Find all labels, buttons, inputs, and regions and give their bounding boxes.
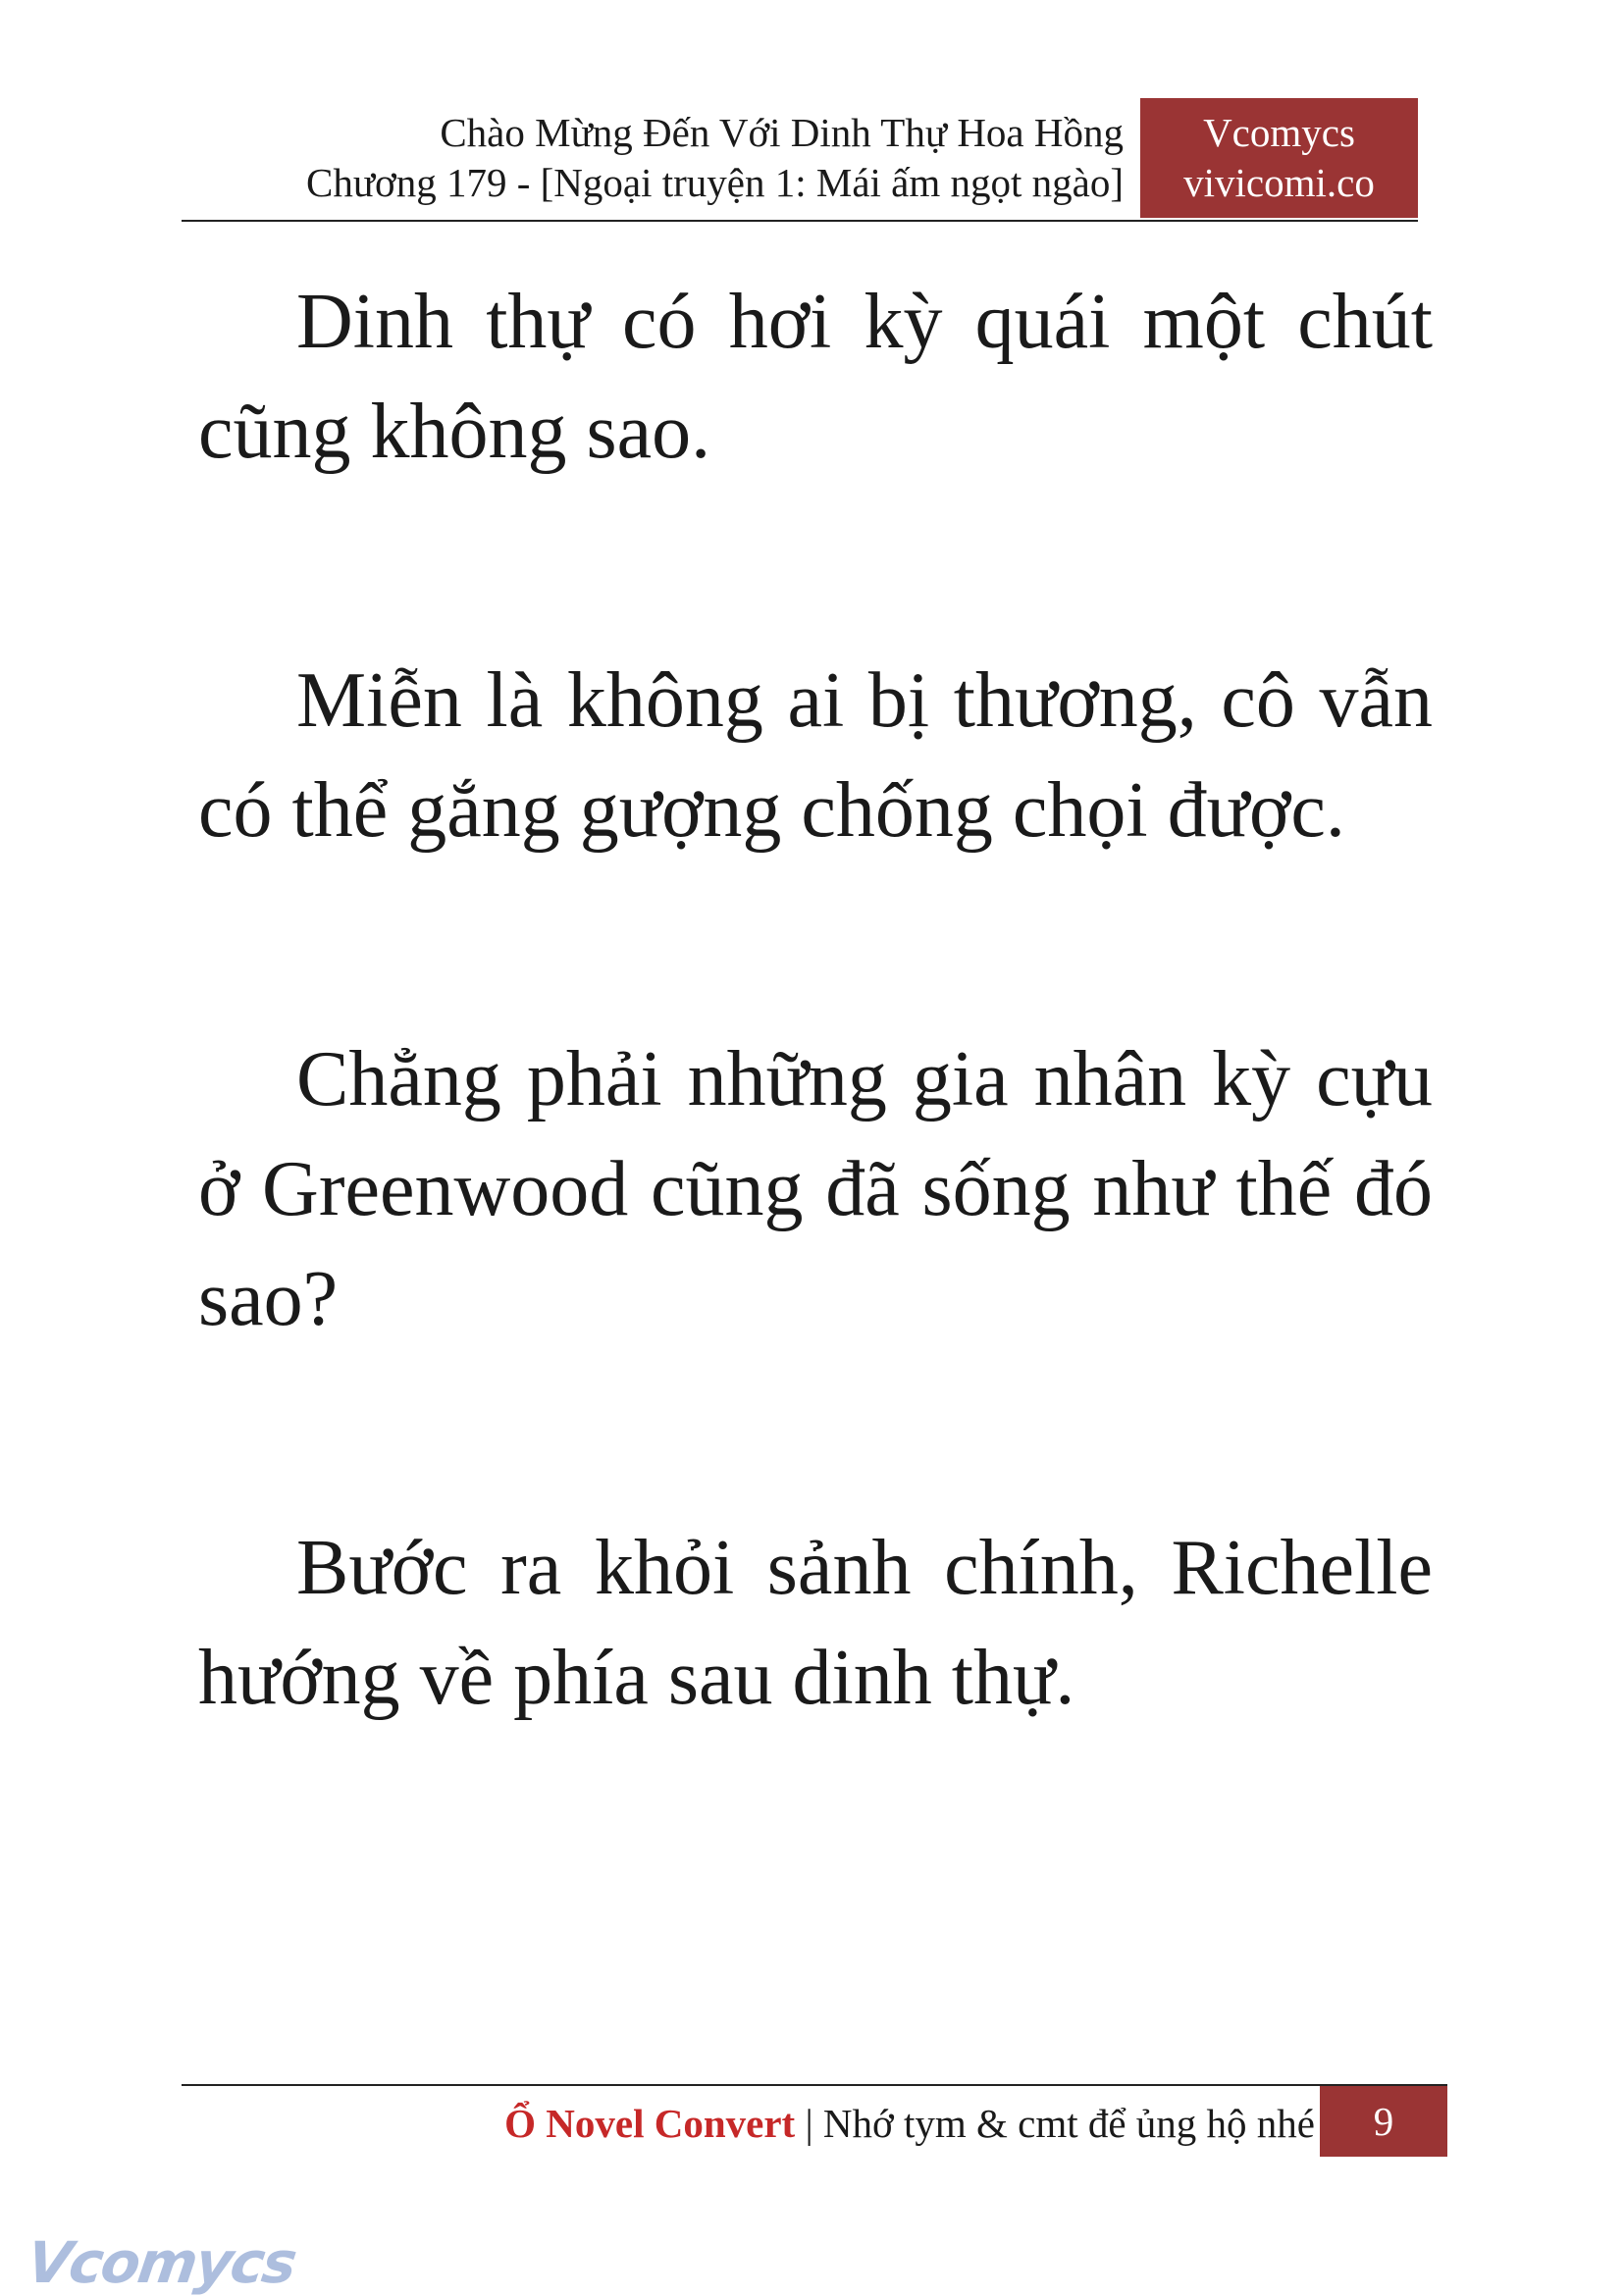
- footer-text: [504, 2098, 1315, 2149]
- page-header: [182, 98, 1418, 222]
- paragraph: Dinh thự có hơi kỳ quái một chút cũng không sao.: [198, 279, 1433, 475]
- brand-name: Vcomycs: [1203, 110, 1355, 155]
- story-title: Chào Mừng Đến Với Dinh Thự Hoa Hồng: [440, 110, 1124, 155]
- chapter-title: Chương 179 - [Ngoại truyện 1: Mái ấm ngọt ngào]: [305, 160, 1124, 205]
- footer-message: Nhớ tym & cmt để ủng hộ nhé: [822, 2101, 1315, 2146]
- watermark-logo: Vcomycs: [23, 2229, 300, 2296]
- brand-box: [1140, 98, 1418, 218]
- footer-brand: Ổ Novel Convert: [504, 2101, 796, 2146]
- paragraph: Chẳng phải những gia nhân kỳ cựu ở Greenwood cũng đã sống như thế đó sao?: [198, 1036, 1433, 1342]
- page-footer: [182, 2084, 1447, 2159]
- chapter-content: [198, 267, 1433, 1733]
- brand-site: vivicomi.co: [1183, 160, 1375, 205]
- footer-separator: |: [795, 2101, 823, 2146]
- page-number: 9: [1320, 2086, 1447, 2157]
- paragraph: Miễn là không ai bị thương, cô vẫn có thể gắng gượng chống chọi được.: [198, 657, 1433, 854]
- header-titles: [306, 108, 1124, 208]
- paragraph: Bước ra khỏi sảnh chính, Richelle hướng về phía sau dinh thự.: [198, 1525, 1433, 1721]
